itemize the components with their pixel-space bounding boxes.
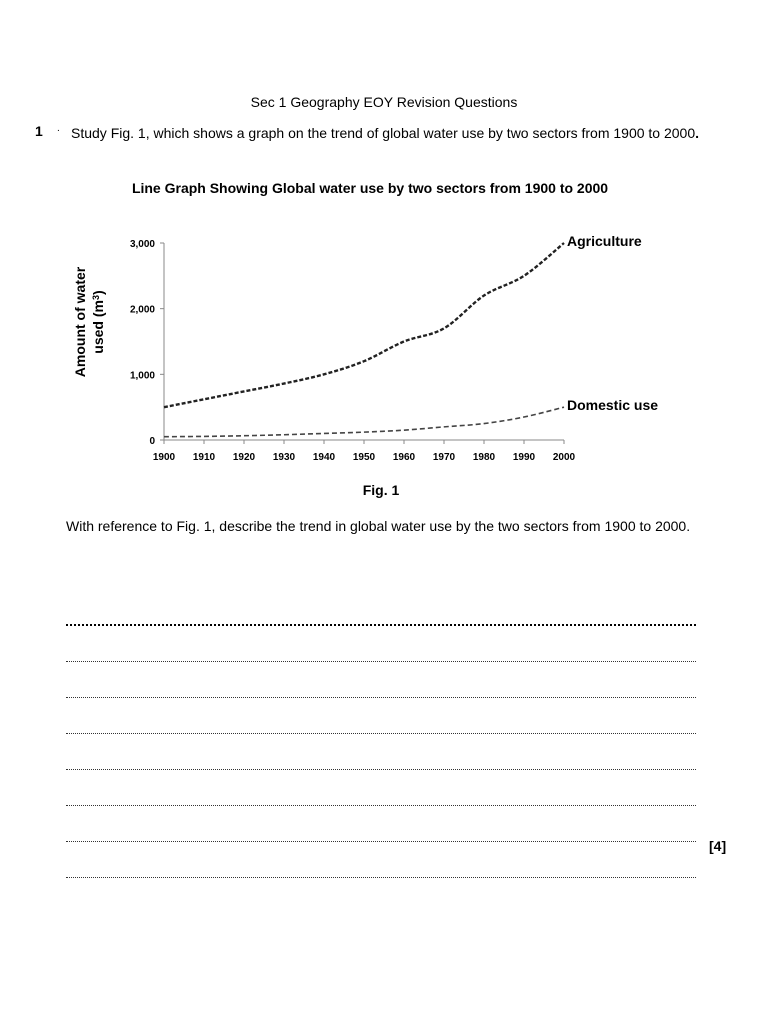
y-axis-label-close: ) xyxy=(90,290,106,295)
x-tick-label: 1930 xyxy=(272,452,296,463)
answer-line[interactable] xyxy=(66,806,696,842)
x-tick-label: 1960 xyxy=(392,452,416,463)
y-tick-label: 1,000 xyxy=(129,370,155,382)
x-tick-label: 1900 xyxy=(152,452,176,463)
y-ticks xyxy=(130,239,164,447)
answer-line[interactable] xyxy=(66,626,696,662)
y-axis-label-line2-text: used (m xyxy=(90,300,106,354)
x-tick-label: 1910 xyxy=(192,452,216,463)
series-lines xyxy=(164,243,564,437)
answer-line[interactable] xyxy=(66,662,696,698)
series-line-agriculture xyxy=(164,243,564,407)
x-tick-label: 1970 xyxy=(432,452,456,463)
answer-lines xyxy=(66,590,696,878)
x-tick-label: 1920 xyxy=(232,452,256,463)
y-tick-label: 2,000 xyxy=(129,304,155,316)
x-tick-label: 1990 xyxy=(512,452,536,463)
y-tick-label: 3,000 xyxy=(129,239,155,250)
x-tick-label: 2000 xyxy=(552,452,576,463)
question-number: 1 xyxy=(35,123,43,139)
line-chart xyxy=(60,218,690,478)
answer-line[interactable] xyxy=(66,698,696,734)
question-stem-end: . xyxy=(695,125,700,141)
answer-line-dots xyxy=(66,877,696,878)
x-tick-label: 1950 xyxy=(352,452,376,463)
y-axis-label-superscript: 3 xyxy=(91,294,101,300)
series-label-domestic-use: Domestic use xyxy=(567,397,659,414)
worksheet-title: Sec 1 Geography EOY Revision Questions xyxy=(250,94,518,110)
y-tick-label: 0 xyxy=(149,436,155,447)
x-tick-label: 1980 xyxy=(472,452,496,463)
figure-caption: Fig. 1 xyxy=(362,482,400,498)
answer-line[interactable] xyxy=(66,770,696,806)
answer-line[interactable] xyxy=(66,734,696,770)
answer-line[interactable] xyxy=(66,590,696,626)
y-axis-label-line1: Amount of water xyxy=(72,266,88,378)
task-instruction: With reference to Fig. 1, describe the trend in global water use by the two sectors from 1900 to 2000. xyxy=(66,518,691,534)
series-line-domestic-use xyxy=(164,407,564,437)
series-label-agriculture: Agriculture xyxy=(567,233,642,249)
x-ticks xyxy=(153,440,576,463)
answer-line[interactable] xyxy=(66,842,696,878)
series-labels xyxy=(567,233,658,413)
y-axis-label-line2 xyxy=(90,290,106,353)
chart-title: Line Graph Showing Global water use by two sectors from 1900 to 2000 xyxy=(131,180,609,196)
x-tick-label: 1940 xyxy=(312,452,336,463)
marks-allocation: [4] xyxy=(709,838,727,854)
question-stem-text: Study Fig. 1, which shows a graph on the trend of global water use by two sectors from 1900 to 2000 xyxy=(71,125,696,141)
y-axis-label xyxy=(72,266,106,377)
question-stem xyxy=(71,123,711,144)
question-bullet: . xyxy=(57,123,60,134)
